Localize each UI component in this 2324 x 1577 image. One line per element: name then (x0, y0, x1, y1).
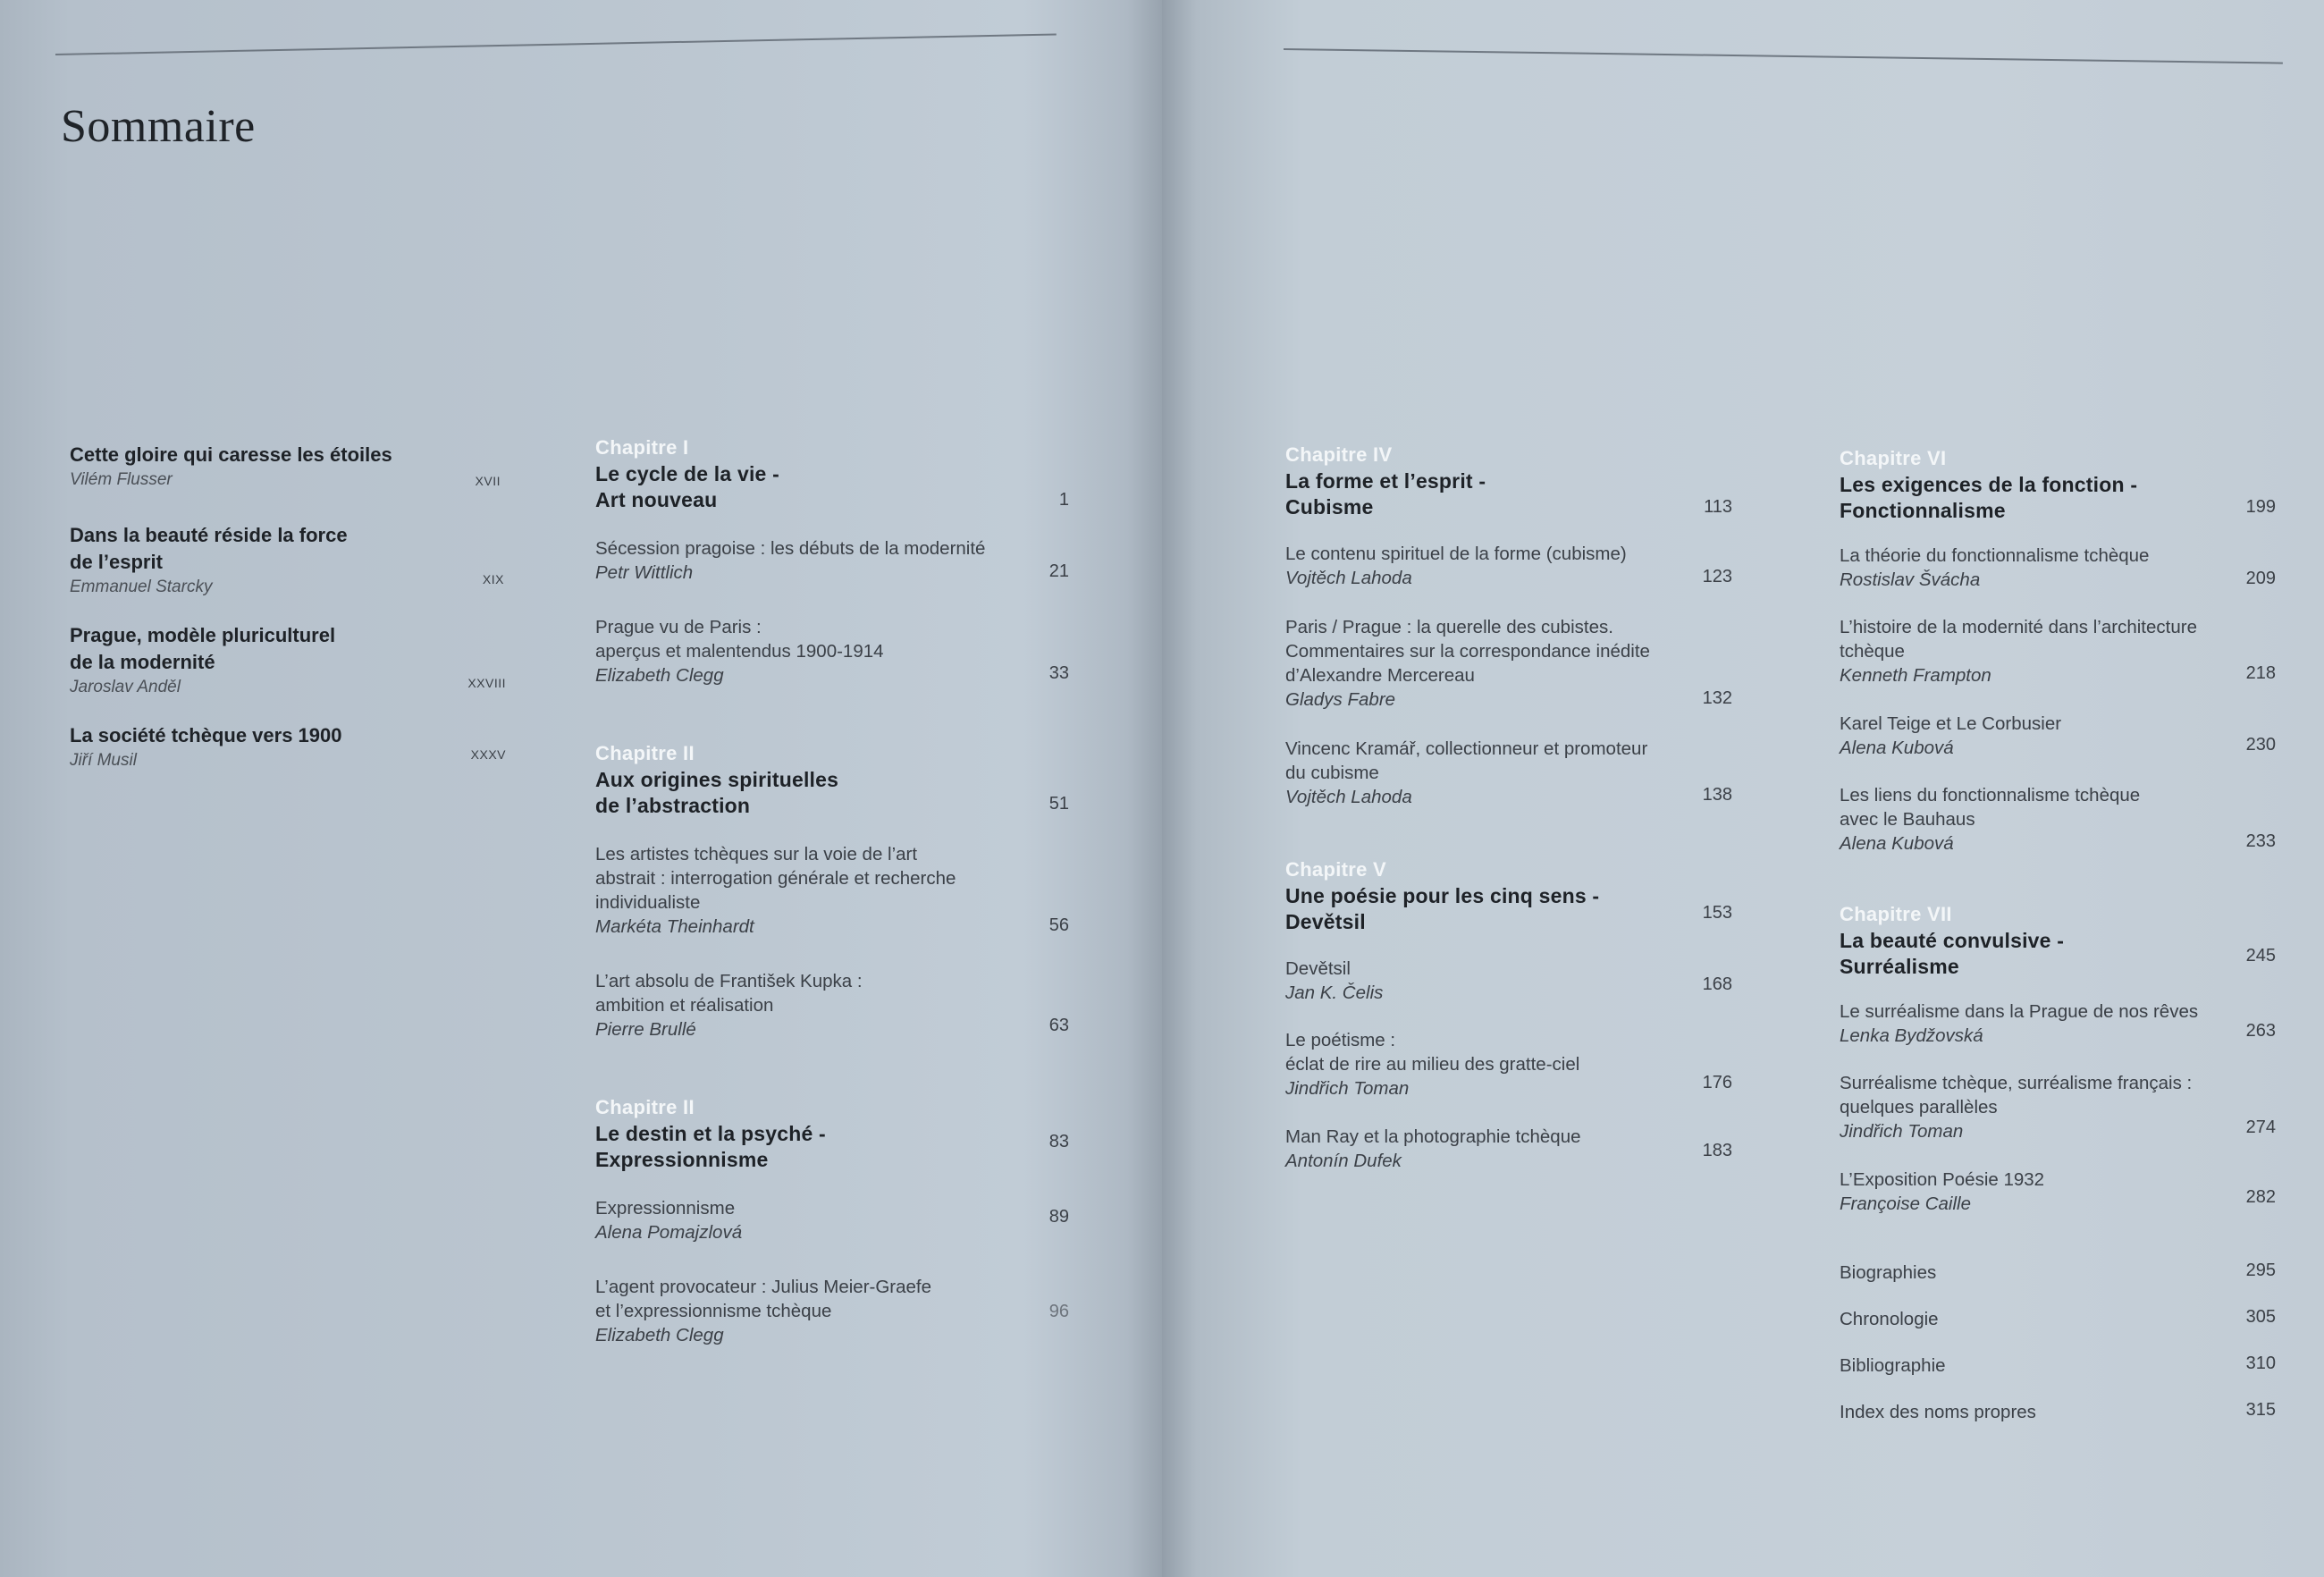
page-number: 209 (2245, 569, 2276, 588)
chapter-title: Devětsil (1285, 910, 1366, 933)
chapter-label: Chapitre V (1285, 858, 1387, 881)
preface-author: Jaroslav Anděl (70, 678, 181, 696)
chapter-heading (1285, 856, 1732, 935)
article-entry (595, 536, 1069, 585)
article-entry (1840, 1168, 2276, 1216)
article-title: quelques parallèles (1840, 1097, 1998, 1117)
article-title: et l’expressionnisme tchèque (595, 1301, 832, 1321)
page-number: 123 (1702, 567, 1732, 586)
article-author: Pierre Brullé (595, 1019, 696, 1040)
chapter-title: Une poésie pour les cinq sens - (1285, 884, 1600, 907)
page-number: XIX (482, 572, 504, 586)
article-author: Jindřich Toman (1840, 1121, 1964, 1142)
article-title: du cubisme (1285, 763, 1379, 783)
article-author: Alena Kubová (1840, 833, 1954, 854)
chapter-title: Fonctionnalisme (1840, 499, 2006, 522)
page-number: 113 (1704, 497, 1732, 517)
article-entry (1840, 999, 2276, 1048)
article-title: Les artistes tchèques sur la voie de l’art (595, 844, 918, 864)
article-author: Lenka Bydžovská (1840, 1025, 1983, 1046)
article-entry (1285, 542, 1732, 590)
page-number: 96 (1048, 1302, 1069, 1321)
back-matter-item (1840, 1354, 2276, 1378)
article-entry (595, 842, 1069, 939)
chapter-title: de l’abstraction (595, 794, 751, 817)
article-title: Karel Teige et Le Corbusier (1840, 713, 2062, 734)
chapter-heading (1285, 442, 1732, 520)
article-title: Devětsil (1285, 958, 1351, 979)
page-number: 274 (2245, 1117, 2276, 1137)
article-author: Alena Pomajzlová (595, 1222, 743, 1243)
preface-entry (70, 722, 508, 772)
back-matter-item (1840, 1261, 2276, 1285)
article-entry (1840, 783, 2276, 856)
article-title: Man Ray et la photographie tchèque (1285, 1126, 1581, 1147)
article-title: éclat de rire au milieu des gratte-ciel (1285, 1054, 1580, 1075)
preface-title: de l’esprit (70, 551, 163, 573)
page-number: 176 (1702, 1073, 1732, 1092)
article-title: ambition et réalisation (595, 995, 774, 1016)
preface-title: Dans la beauté réside la force (70, 524, 348, 546)
chapter-label: Chapitre IV (1285, 443, 1393, 466)
page-number: 305 (2245, 1307, 2276, 1327)
article-title: Surréalisme tchèque, surréalisme français : (1840, 1073, 2193, 1093)
page-number: 233 (2245, 831, 2276, 851)
chapter-heading (1840, 445, 2276, 524)
chapter-label: Chapitre I (595, 436, 689, 459)
top-rule (1284, 48, 2283, 64)
chapter-title: Surréalisme (1840, 955, 1959, 978)
chapter-title: Le cycle de la vie - (595, 462, 780, 485)
article-title: Le surréalisme dans la Prague de nos rêves (1840, 1001, 2199, 1022)
preface-author: Vilém Flusser (70, 470, 173, 489)
page-number: 263 (2245, 1021, 2276, 1041)
chapters-column-3 (1840, 445, 2276, 1438)
page-number: 132 (1702, 688, 1732, 708)
article-entry (1840, 615, 2276, 687)
page-number: 21 (1048, 561, 1069, 581)
page-number: 168 (1702, 974, 1732, 994)
article-entry (1285, 1028, 1732, 1101)
article-author: Jan K. Čelis (1285, 982, 1384, 1003)
chapter-label: Chapitre VII (1840, 903, 1952, 925)
article-title: d’Alexandre Mercereau (1285, 665, 1475, 686)
article-title: Le contenu spirituel de la forme (cubisme) (1285, 544, 1627, 564)
article-title: Vincenc Kramář, collectionneur et promoteur (1285, 738, 1648, 759)
article-author: Gladys Fabre (1285, 689, 1396, 710)
right-page (1162, 0, 2324, 1577)
chapter-title: Art nouveau (595, 488, 718, 511)
chapter-heading (595, 1094, 1069, 1173)
page-number: 295 (2245, 1261, 2276, 1280)
article-author: Alena Kubová (1840, 738, 1954, 758)
article-title: La théorie du fonctionnalisme tchèque (1840, 545, 2150, 566)
chapter-label: Chapitre VI (1840, 447, 1947, 469)
article-title: Commentaires sur la correspondance inédite (1285, 641, 1650, 662)
preface-list (70, 442, 508, 799)
page-number: 315 (2245, 1400, 2276, 1420)
page-number: 230 (2245, 735, 2276, 755)
preface-title: La société tchèque vers 1900 (70, 724, 342, 746)
page-number: 218 (2245, 663, 2276, 683)
article-entry (1285, 615, 1732, 712)
chapter-title: La beauté convulsive - (1840, 929, 2065, 952)
article-title: avec le Bauhaus (1840, 809, 1975, 830)
preface-author: Jiří Musil (70, 751, 137, 770)
article-title: Les liens du fonctionnalisme tchèque (1840, 785, 2141, 805)
article-entry (1840, 1071, 2276, 1143)
article-entry (595, 1196, 1069, 1244)
back-matter-item (1840, 1307, 2276, 1331)
article-title: Expressionnisme (595, 1198, 736, 1219)
preface-entry (70, 622, 508, 699)
page-number: 33 (1048, 663, 1069, 683)
article-entry (1285, 737, 1732, 809)
preface-title: Prague, modèle pluriculturel (70, 624, 336, 646)
article-title: tchèque (1840, 641, 1905, 662)
article-title: L’art absolu de František Kupka : (595, 971, 863, 991)
article-title: Le poétisme : (1285, 1030, 1396, 1050)
article-title: individualiste (595, 892, 701, 913)
page-number: 63 (1048, 1016, 1069, 1035)
article-entry (595, 1275, 1069, 1347)
preface-title: Cette gloire qui caresse les étoiles (70, 443, 392, 466)
page-number: XVII (475, 474, 501, 488)
chapter-title: Aux origines spirituelles (595, 768, 839, 791)
article-title: Paris / Prague : la querelle des cubistes. (1285, 617, 1613, 637)
page-number: 282 (2245, 1187, 2276, 1207)
back-matter-label: Biographies (1840, 1262, 1937, 1283)
chapter-heading (595, 434, 1069, 513)
page-number: XXVIII (467, 676, 506, 690)
article-entry (1840, 544, 2276, 592)
chapters-column-1 (595, 434, 1069, 1364)
article-title: aperçus et malentendus 1900-1914 (595, 641, 884, 662)
page-number: 1 (1058, 490, 1069, 510)
page-number: 138 (1702, 785, 1732, 805)
article-title: Sécession pragoise : les débuts de la modernité (595, 538, 986, 559)
back-matter-label: Index des noms propres (1840, 1402, 2036, 1422)
article-author: Elizabeth Clegg (595, 665, 724, 686)
chapter-title: Le destin et la psyché - (595, 1122, 826, 1145)
back-matter-label: Chronologie (1840, 1309, 1939, 1329)
back-matter-item (1840, 1400, 2276, 1424)
chapter-title: Les exigences de la fonction - (1840, 473, 2138, 496)
page-title: Sommaire (61, 101, 256, 152)
preface-entry (70, 522, 508, 599)
back-matter-label: Bibliographie (1840, 1355, 1946, 1376)
article-title: L’histoire de la modernité dans l’architecture (1840, 617, 2197, 637)
page-number: 51 (1048, 794, 1069, 814)
article-author: Markéta Theinhardt (595, 916, 754, 937)
preface-author: Emmanuel Starcky (70, 578, 213, 596)
article-title: Prague vu de Paris : (595, 617, 762, 637)
page-number: 183 (1702, 1141, 1732, 1160)
article-title: abstrait : interrogation générale et recherche (595, 868, 956, 889)
article-author: Kenneth Frampton (1840, 665, 1991, 686)
article-entry (1285, 957, 1732, 1005)
article-author: Elizabeth Clegg (595, 1325, 724, 1345)
chapter-title: Cubisme (1285, 495, 1374, 519)
page-number: 199 (2245, 497, 2276, 517)
preface-entry (70, 442, 508, 492)
page-number: 245 (2245, 946, 2276, 966)
page-number: 89 (1048, 1207, 1069, 1227)
page-number: 310 (2245, 1354, 2276, 1373)
chapter-title: Expressionnisme (595, 1148, 769, 1171)
chapter-label: Chapitre II (595, 742, 695, 764)
page-number: 153 (1702, 903, 1732, 923)
chapter-title: La forme et l’esprit - (1285, 469, 1486, 493)
article-entry (595, 969, 1069, 1041)
article-entry (1840, 712, 2276, 760)
article-title: L’agent provocateur : Julius Meier-Graefe (595, 1277, 932, 1297)
article-author: Françoise Caille (1840, 1193, 1971, 1214)
top-rule (55, 34, 1057, 55)
chapter-heading (1840, 901, 2276, 980)
page-number: 83 (1048, 1132, 1069, 1151)
article-entry (1285, 1125, 1732, 1173)
article-author: Rostislav Švácha (1840, 569, 1981, 590)
page-number: XXXV (470, 747, 506, 762)
article-entry (595, 615, 1069, 687)
article-author: Jindřich Toman (1285, 1078, 1410, 1099)
chapter-label: Chapitre II (595, 1096, 695, 1118)
article-title: L’Exposition Poésie 1932 (1840, 1169, 2045, 1190)
chapters-column-2 (1285, 442, 1732, 1202)
article-author: Antonín Dufek (1285, 1151, 1402, 1171)
article-author: Petr Wittlich (595, 562, 694, 583)
chapter-heading (595, 740, 1069, 819)
article-author: Vojtěch Lahoda (1285, 787, 1412, 807)
preface-title: de la modernité (70, 651, 215, 673)
page-number: 56 (1048, 915, 1069, 935)
article-author: Vojtěch Lahoda (1285, 568, 1412, 588)
